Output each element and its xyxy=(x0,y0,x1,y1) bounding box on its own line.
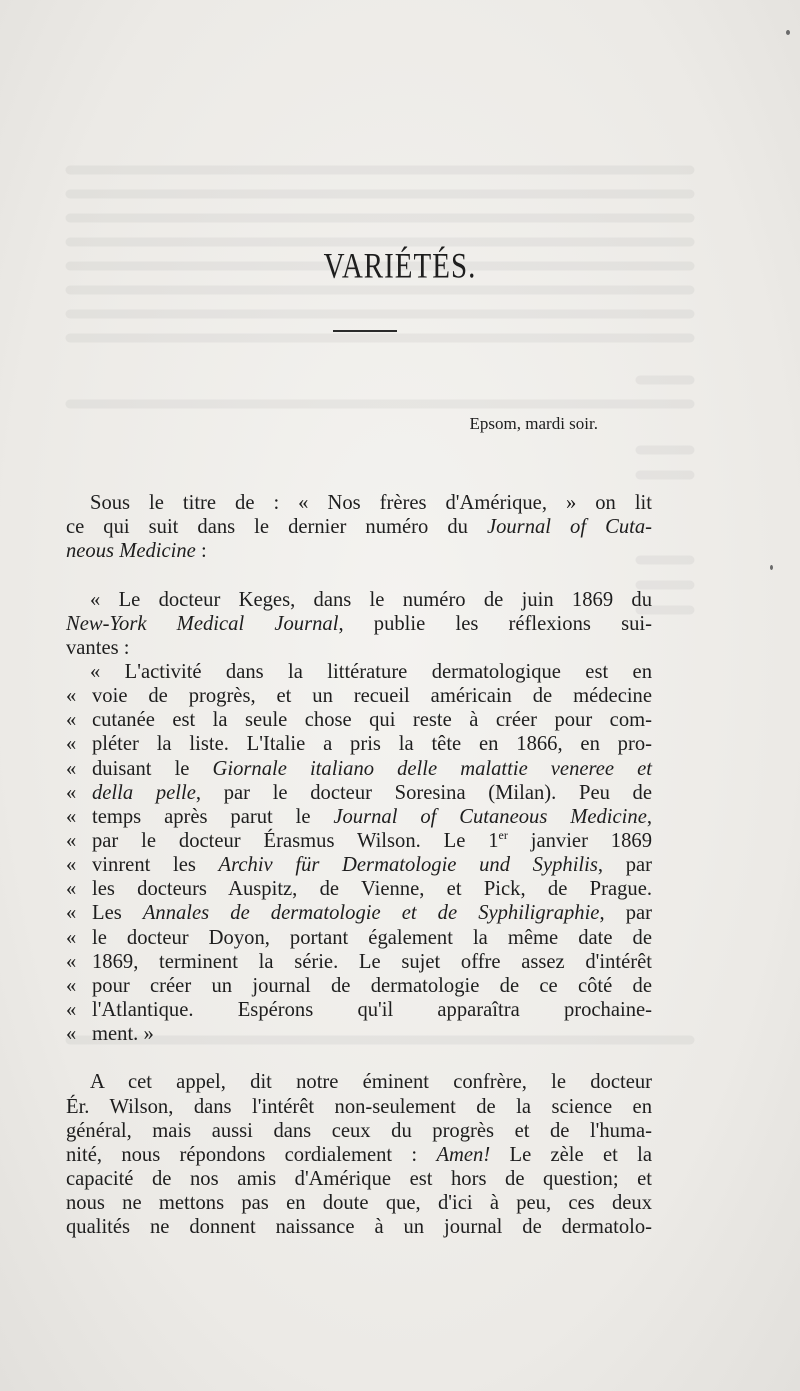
text-line: « voie de progrès, et un recueil américain de médecine xyxy=(66,685,652,708)
text-line: « cutanée est la seule chose qui reste à créer pour com- xyxy=(66,709,652,732)
text-line: « ment. » xyxy=(66,1023,154,1046)
text-line: « vinrent les Archiv für Dermatologie und Syphilis, par xyxy=(66,854,653,877)
text-line: ce qui suit dans le dernier numéro du Journal of Cuta- xyxy=(66,516,652,539)
text-line: « Les Annales de dermatologie et de Syphiligraphie, par xyxy=(66,902,652,925)
text-line: vantes : xyxy=(66,636,130,659)
text-line: Ér. Wilson, dans l'intérêt non-seulement de la science en xyxy=(66,1095,652,1118)
text-line: « temps après parut le Journal of Cutaneous Medicine, xyxy=(66,805,652,828)
quote-mark: « xyxy=(66,950,77,973)
text-line: « L'activité dans la littérature dermatologique est en xyxy=(90,660,652,683)
text-line: « pour créer un journal de dermatologie de ce côté de xyxy=(66,974,652,997)
text-line: « les docteurs Auspitz, de Vienne, et Pick, de Prague. xyxy=(66,878,652,901)
quote-mark: « xyxy=(66,998,77,1021)
text-line: qualités ne donnent naissance à un journal de dermatolo- xyxy=(66,1216,652,1239)
quote-mark: « xyxy=(66,805,77,828)
paragraph-gap xyxy=(66,1046,652,1070)
dateline: Epsom, mardi soir. xyxy=(469,414,598,433)
text-line: « 1869, terminent la série. Le sujet offre assez d'intérêt xyxy=(66,950,652,973)
text-line: « par le docteur Érasmus Wilson. Le 1er janvier 1869 xyxy=(66,827,652,852)
text-line: Sous le titre de : « Nos frères d'Amérique, » on lit xyxy=(90,492,652,514)
section-title: VARIÉTÉS. xyxy=(323,246,477,286)
text-line: New-York Medical Journal, publie les réflexions sui- xyxy=(66,612,652,635)
paper-speck xyxy=(786,30,790,35)
text-line: A cet appel, dit notre éminent confrère, le docteur xyxy=(90,1071,652,1094)
quote-mark: « xyxy=(66,878,77,901)
quote-mark: « xyxy=(66,733,77,756)
text-line: « duisant le Giornale italiano delle malattie veneree et xyxy=(66,757,652,780)
text-line: « della pelle, par le docteur Soresina (Milan). Peu de xyxy=(66,781,652,804)
text-line: général, mais aussi dans ceux du progrès et de l'huma- xyxy=(66,1119,652,1142)
quote-mark: « xyxy=(66,1023,77,1046)
quote-mark: « xyxy=(66,902,77,925)
quote-mark: « xyxy=(66,709,77,732)
text-line: capacité de nos amis d'Amérique est hors de question; et xyxy=(66,1167,652,1190)
quote-mark: « xyxy=(66,757,77,780)
text-line: neous Medicine : xyxy=(66,540,207,563)
text-line: « Le docteur Keges, dans le numéro de juin 1869 du xyxy=(90,588,652,611)
quote-mark: « xyxy=(66,781,77,804)
text-line: « l'Atlantique. Espérons qu'il apparaîtra prochaine- xyxy=(66,998,652,1021)
paper-speck xyxy=(770,565,773,570)
body-text xyxy=(66,491,652,1239)
quote-mark: « xyxy=(66,974,77,997)
quote-mark: « xyxy=(66,829,77,852)
quote-mark: « xyxy=(66,854,77,877)
text-line: « le docteur Doyon, portant également la même date de xyxy=(66,926,652,949)
text-line: nous ne mettons pas en doute que, d'ici à peu, ces deux xyxy=(66,1192,652,1215)
quote-mark: « xyxy=(66,685,77,708)
title-rule xyxy=(333,330,397,332)
paragraph-gap xyxy=(66,563,652,587)
text-line: nité, nous répondons cordialement : Amen! Le zèle et la xyxy=(66,1143,652,1166)
quote-mark: « xyxy=(66,926,77,949)
text-line: « pléter la liste. L'Italie a pris la tête en 1866, en pro- xyxy=(66,733,652,756)
